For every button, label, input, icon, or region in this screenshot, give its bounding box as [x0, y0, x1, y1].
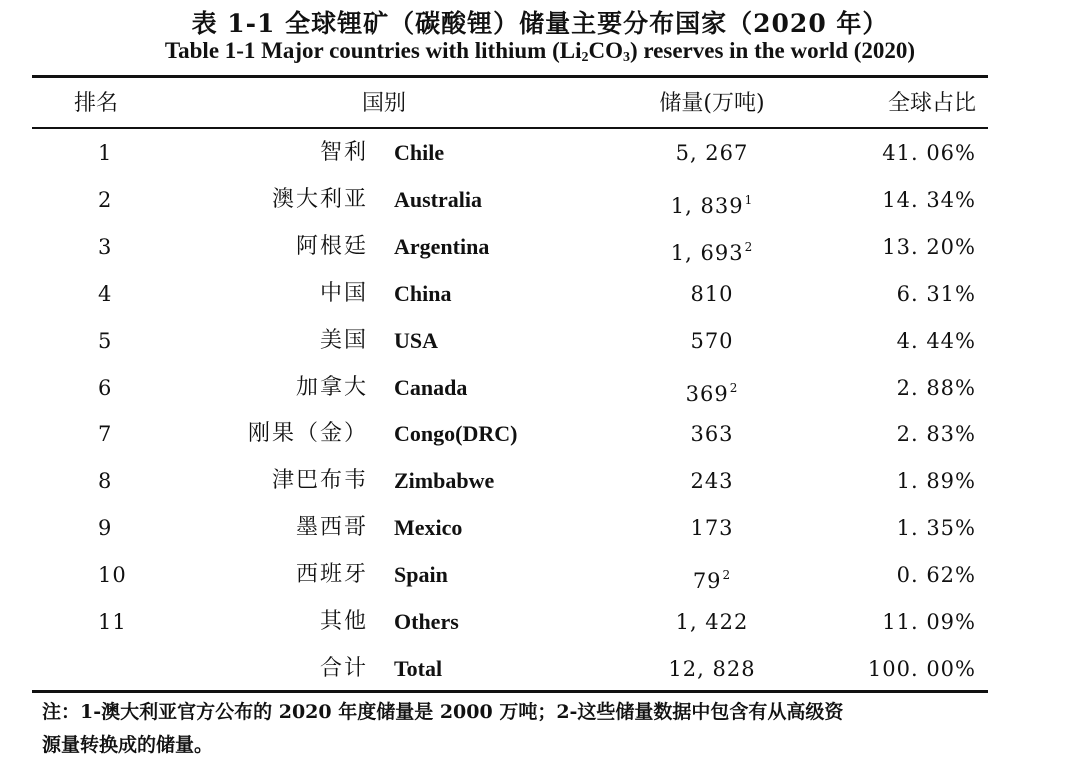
reserves-value: 173: [690, 516, 734, 541]
cell-reserves: [642, 133, 782, 173]
table-header-rule: [32, 127, 988, 129]
footnote-line: 源量转换成的储量。: [42, 734, 214, 756]
cell-country-cn: 合计: [319, 655, 368, 681]
table-row: [32, 555, 988, 595]
cell-country-cn: 智利: [319, 140, 368, 165]
cell-reserves: [642, 227, 782, 273]
reserves-value: 810: [690, 281, 734, 306]
title-en-part: ) reserves in the world (2020): [629, 38, 916, 63]
footnote-marker: 2: [729, 380, 739, 395]
cell-share: 11. 09%: [882, 610, 976, 634]
cell-rank: 9: [98, 516, 113, 541]
table-title-english: [0, 38, 1080, 66]
title-en-part: Table 1-1 Major countries with lithium (Li: [164, 38, 582, 63]
cell-country-cn: 津巴布韦: [271, 468, 368, 494]
table-row: [32, 133, 988, 173]
cell-reserves: [642, 180, 782, 226]
title-en-subscript: 3: [622, 50, 630, 65]
cell-share: 14. 34%: [882, 187, 976, 212]
cell-country-en: USA: [394, 327, 439, 353]
title-en-part: CO: [588, 38, 623, 63]
table-row: [32, 602, 988, 642]
cell-country-en: Australia: [394, 186, 482, 212]
cell-country-en: Canada: [394, 374, 468, 400]
footnote-marker: 2: [722, 568, 732, 583]
reserves-value: 1, 693: [670, 240, 744, 265]
cell-share: 100. 00%: [867, 656, 976, 681]
cell-country-cn: 刚果（金）: [247, 421, 368, 447]
reserves-value: 79: [692, 569, 722, 594]
cell-share: 2. 83%: [896, 422, 976, 447]
cell-country-en: Argentina: [394, 233, 490, 259]
cell-rank: 1: [98, 141, 113, 165]
table-row: [32, 274, 988, 314]
cell-reserves: [642, 368, 782, 414]
cell-country-cn: 美国: [319, 327, 368, 353]
cell-country-cn: 其他: [319, 609, 368, 634]
cell-share: 41. 06%: [882, 141, 976, 165]
cell-country-cn: 阿根廷: [295, 233, 368, 259]
table-footnote: [42, 696, 982, 762]
cell-rank: 2: [98, 187, 113, 212]
footnote-line: 注：1-澳大利亚官方公布的 2020 年度储量是 2000 万吨；2-这些储量数据中包含有从高级资: [42, 701, 844, 723]
header-reserves: 储量(万吨): [659, 91, 765, 116]
footnote-marker: 2: [744, 239, 754, 254]
cell-rank: 4: [98, 281, 113, 306]
cell-reserves: [642, 461, 782, 501]
reserves-value: 243: [690, 469, 734, 494]
reserves-value: 570: [690, 328, 734, 353]
cell-rank: 6: [98, 375, 113, 400]
reserves-value: 369: [685, 381, 729, 406]
cell-country-cn: 西班牙: [295, 562, 368, 588]
table-row: [32, 461, 988, 501]
cell-reserves: [642, 555, 782, 601]
cell-rank: 7: [98, 422, 113, 447]
cell-country-cn: 墨西哥: [295, 515, 368, 541]
reserves-value: 5, 267: [675, 141, 749, 165]
table-row: [32, 321, 988, 361]
title-en-subscript: 2: [581, 50, 589, 65]
table-top-rule: [32, 75, 988, 78]
cell-country-en: Zimbabwe: [394, 468, 495, 494]
cell-country-en: Mexico: [394, 515, 463, 541]
cell-country-en: China: [394, 280, 452, 306]
reserves-value: 1, 422: [675, 610, 749, 634]
cell-reserves: [642, 321, 782, 361]
footnote-marker: 1: [744, 192, 754, 207]
cell-share: 6. 31%: [896, 281, 976, 306]
cell-share: 1. 35%: [896, 516, 976, 541]
header-rank: 排名: [74, 91, 119, 116]
cell-country-en: Total: [394, 655, 443, 681]
cell-reserves: [642, 602, 782, 642]
cell-rank: 11: [98, 610, 127, 634]
cell-country-en: Spain: [394, 562, 448, 588]
cell-country-en: Others: [394, 609, 459, 634]
cell-share: 4. 44%: [896, 328, 976, 353]
cell-country-en: Congo(DRC): [394, 421, 518, 447]
cell-country-cn: 中国: [319, 280, 368, 306]
reserves-value: 1, 839: [670, 193, 744, 218]
cell-country-en: Chile: [394, 140, 445, 165]
table-title-chinese: 表 1-1 全球锂矿（碳酸锂）储量主要分布国家（2020 年）: [191, 9, 889, 38]
cell-rank: 5: [98, 328, 113, 353]
reserves-value: 12, 828: [668, 656, 756, 681]
table-bottom-rule: [32, 690, 988, 693]
cell-reserves: [642, 414, 782, 454]
header-country: 国别: [362, 91, 407, 116]
cell-reserves: [642, 508, 782, 548]
table-row: [32, 368, 988, 408]
table-header-row: [32, 84, 988, 124]
table-row: [32, 649, 988, 689]
header-share: 全球占比: [887, 91, 976, 116]
table-row: [32, 180, 988, 220]
cell-share: 1. 89%: [896, 469, 976, 494]
cell-rank: 10: [98, 563, 127, 588]
table-row: [32, 414, 988, 454]
cell-share: 0. 62%: [896, 563, 976, 588]
cell-reserves: [642, 649, 782, 689]
cell-reserves: [642, 274, 782, 314]
table-row: [32, 227, 988, 267]
table-row: [32, 508, 988, 548]
cell-rank: 3: [98, 234, 113, 259]
cell-share: 13. 20%: [882, 234, 976, 259]
cell-share: 2. 88%: [896, 375, 976, 400]
cell-country-cn: 加拿大: [295, 374, 368, 400]
reserves-value: 363: [690, 422, 734, 447]
cell-rank: 8: [98, 469, 113, 494]
cell-country-cn: 澳大利亚: [271, 186, 368, 212]
